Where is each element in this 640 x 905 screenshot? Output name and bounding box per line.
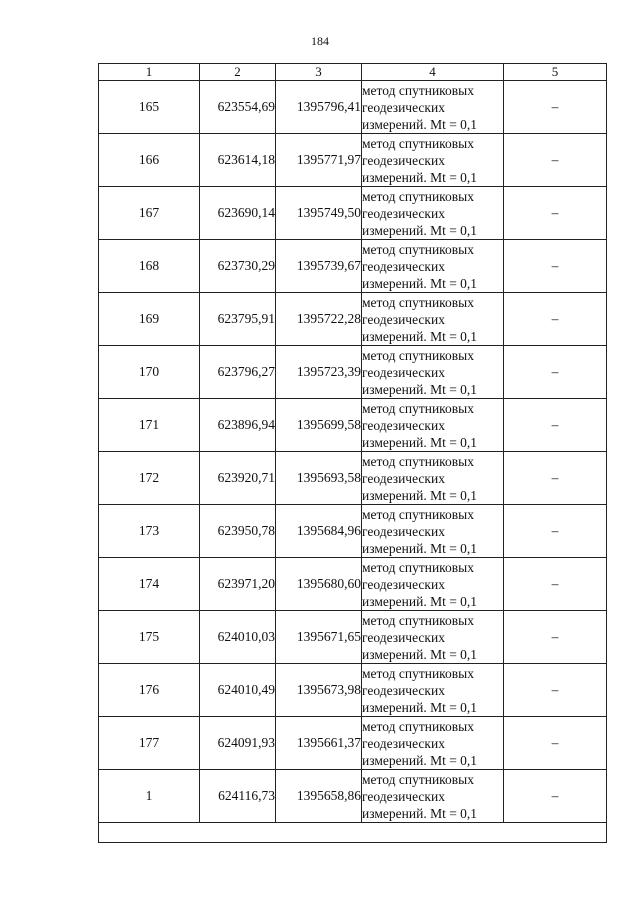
note-cell: –	[504, 558, 607, 611]
point-number-cell: 167	[99, 187, 200, 240]
method-line: измерений. Mt = 0,1	[362, 540, 478, 556]
method-cell	[362, 346, 504, 399]
y-coordinate-cell: 1395739,67	[276, 240, 362, 293]
method-line: измерений. Mt = 0,1	[362, 116, 478, 132]
method-cell	[362, 770, 504, 823]
note-cell: –	[504, 452, 607, 505]
x-coordinate-cell: 623950,78	[200, 505, 276, 558]
method-line: геодезических	[362, 682, 445, 698]
method-cell	[362, 452, 504, 505]
method-cell	[362, 505, 504, 558]
method-line: метод спутниковых	[362, 294, 474, 310]
x-coordinate-cell: 623614,18	[200, 134, 276, 187]
x-coordinate-cell: 623730,29	[200, 240, 276, 293]
table-row	[99, 558, 607, 611]
table-row	[99, 505, 607, 558]
note-cell: –	[504, 346, 607, 399]
y-coordinate-cell: 1395671,65	[276, 611, 362, 664]
x-coordinate-cell: 623796,27	[200, 346, 276, 399]
method-line: метод спутниковых	[362, 82, 474, 98]
point-number-cell: 165	[99, 81, 200, 134]
method-line: измерений. Mt = 0,1	[362, 169, 478, 185]
point-number-cell: 175	[99, 611, 200, 664]
column-header-3: 3	[276, 64, 362, 81]
method-line: геодезических	[362, 523, 445, 539]
x-coordinate-cell: 623690,14	[200, 187, 276, 240]
method-line: геодезических	[362, 99, 445, 115]
point-number-cell: 174	[99, 558, 200, 611]
method-line: измерений. Mt = 0,1	[362, 434, 478, 450]
table-row	[99, 717, 607, 770]
table-header-row	[99, 64, 607, 81]
table-row	[99, 240, 607, 293]
table-row	[99, 187, 607, 240]
point-number-cell: 173	[99, 505, 200, 558]
method-line: метод спутниковых	[362, 612, 474, 628]
method-line: геодезических	[362, 417, 445, 433]
note-cell: –	[504, 717, 607, 770]
table-row	[99, 664, 607, 717]
method-line: метод спутниковых	[362, 453, 474, 469]
method-line: геодезических	[362, 576, 445, 592]
method-line: геодезических	[362, 258, 445, 274]
x-coordinate-cell: 624116,73	[200, 770, 276, 823]
method-line: геодезических	[362, 152, 445, 168]
method-line: метод спутниковых	[362, 771, 474, 787]
page-number: 184	[311, 34, 329, 48]
x-coordinate-cell: 624091,93	[200, 717, 276, 770]
note-cell: –	[504, 81, 607, 134]
method-line: измерений. Mt = 0,1	[362, 222, 478, 238]
method-cell	[362, 81, 504, 134]
x-coordinate-cell: 624010,49	[200, 664, 276, 717]
method-line: измерений. Mt = 0,1	[362, 646, 478, 662]
note-cell: –	[504, 505, 607, 558]
method-line: метод спутниковых	[362, 718, 474, 734]
y-coordinate-cell: 1395673,98	[276, 664, 362, 717]
table-row	[99, 770, 607, 823]
y-coordinate-cell: 1395693,58	[276, 452, 362, 505]
method-cell	[362, 558, 504, 611]
method-line: метод спутниковых	[362, 188, 474, 204]
method-line: метод спутниковых	[362, 241, 474, 257]
point-number-cell: 166	[99, 134, 200, 187]
y-coordinate-cell: 1395658,86	[276, 770, 362, 823]
table-row	[99, 452, 607, 505]
method-cell	[362, 717, 504, 770]
y-coordinate-cell: 1395680,60	[276, 558, 362, 611]
table-row	[99, 346, 607, 399]
method-line: геодезических	[362, 735, 445, 751]
point-number-cell: 176	[99, 664, 200, 717]
point-number-cell: 171	[99, 399, 200, 452]
empty-cell	[99, 823, 607, 843]
x-coordinate-cell: 623795,91	[200, 293, 276, 346]
method-line: измерений. Mt = 0,1	[362, 752, 478, 768]
x-coordinate-cell: 623920,71	[200, 452, 276, 505]
table-row	[99, 81, 607, 134]
method-line: геодезических	[362, 311, 445, 327]
table-row	[99, 134, 607, 187]
column-header-1: 1	[99, 64, 200, 81]
method-line: измерений. Mt = 0,1	[362, 593, 478, 609]
method-line: геодезических	[362, 205, 445, 221]
y-coordinate-cell: 1395684,96	[276, 505, 362, 558]
method-line: метод спутниковых	[362, 347, 474, 363]
note-cell: –	[504, 134, 607, 187]
method-cell	[362, 664, 504, 717]
method-cell	[362, 240, 504, 293]
method-line: геодезических	[362, 788, 445, 804]
method-line: геодезических	[362, 629, 445, 645]
x-coordinate-cell: 623971,20	[200, 558, 276, 611]
method-line: метод спутниковых	[362, 135, 474, 151]
x-coordinate-cell: 623554,69	[200, 81, 276, 134]
method-line: метод спутниковых	[362, 665, 474, 681]
coordinates-table	[98, 63, 607, 843]
x-coordinate-cell: 624010,03	[200, 611, 276, 664]
table-row	[99, 293, 607, 346]
empty-table-row	[99, 823, 607, 843]
note-cell: –	[504, 399, 607, 452]
method-line: метод спутниковых	[362, 400, 474, 416]
note-cell: –	[504, 187, 607, 240]
method-cell	[362, 293, 504, 346]
note-cell: –	[504, 664, 607, 717]
method-line: измерений. Mt = 0,1	[362, 699, 478, 715]
method-line: измерений. Mt = 0,1	[362, 328, 478, 344]
y-coordinate-cell: 1395661,37	[276, 717, 362, 770]
table-row	[99, 399, 607, 452]
column-header-2: 2	[200, 64, 276, 81]
point-number-cell: 170	[99, 346, 200, 399]
note-cell: –	[504, 611, 607, 664]
method-line: геодезических	[362, 470, 445, 486]
column-header-5: 5	[504, 64, 607, 81]
y-coordinate-cell: 1395699,58	[276, 399, 362, 452]
point-number-cell: 1	[99, 770, 200, 823]
point-number-cell: 169	[99, 293, 200, 346]
method-cell	[362, 399, 504, 452]
point-number-cell: 168	[99, 240, 200, 293]
y-coordinate-cell: 1395723,39	[276, 346, 362, 399]
x-coordinate-cell: 623896,94	[200, 399, 276, 452]
method-line: измерений. Mt = 0,1	[362, 805, 478, 821]
y-coordinate-cell: 1395749,50	[276, 187, 362, 240]
y-coordinate-cell: 1395796,41	[276, 81, 362, 134]
method-line: измерений. Mt = 0,1	[362, 275, 478, 291]
table-row	[99, 611, 607, 664]
method-line: метод спутниковых	[362, 559, 474, 575]
point-number-cell: 172	[99, 452, 200, 505]
note-cell: –	[504, 240, 607, 293]
column-header-4: 4	[362, 64, 504, 81]
method-cell	[362, 187, 504, 240]
note-cell: –	[504, 293, 607, 346]
method-line: измерений. Mt = 0,1	[362, 381, 478, 397]
method-cell	[362, 611, 504, 664]
method-line: измерений. Mt = 0,1	[362, 487, 478, 503]
point-number-cell: 177	[99, 717, 200, 770]
method-cell	[362, 134, 504, 187]
y-coordinate-cell: 1395771,97	[276, 134, 362, 187]
y-coordinate-cell: 1395722,28	[276, 293, 362, 346]
note-cell: –	[504, 770, 607, 823]
method-line: метод спутниковых	[362, 506, 474, 522]
method-line: геодезических	[362, 364, 445, 380]
